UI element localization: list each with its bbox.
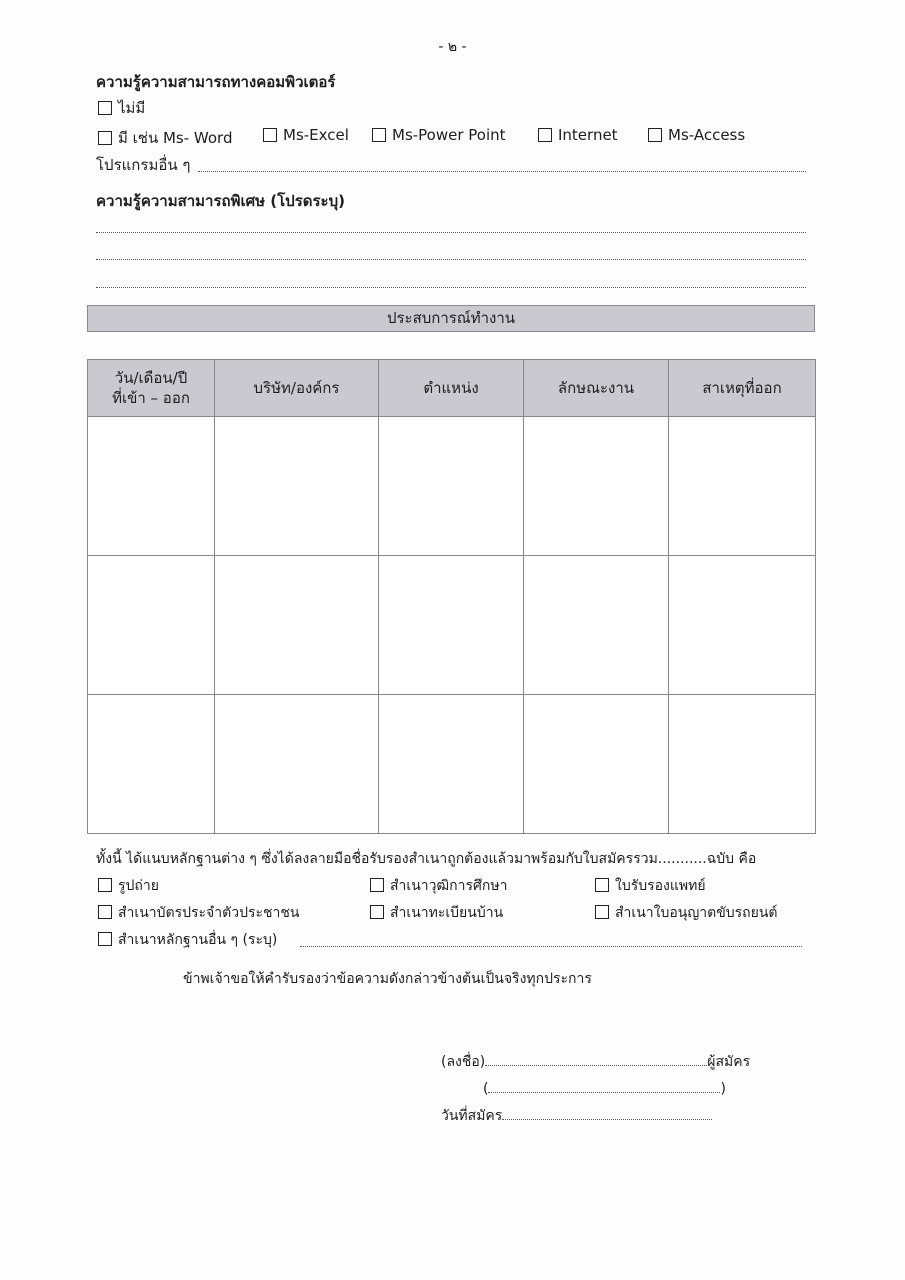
table-row xyxy=(88,556,816,695)
option-ms-word[interactable] xyxy=(98,126,232,150)
attachment-photo[interactable] xyxy=(98,875,159,897)
table-cell[interactable] xyxy=(669,695,816,834)
table-cell[interactable] xyxy=(524,556,669,695)
option-label: รูปถ่าย xyxy=(118,878,159,894)
attachment-driving-license[interactable] xyxy=(595,902,778,924)
sign-label: (ลงชื่อ) xyxy=(441,1054,486,1070)
table-cell[interactable] xyxy=(215,556,379,695)
signature-line xyxy=(441,1051,750,1073)
option-ms-excel[interactable] xyxy=(263,126,349,144)
attachment-education[interactable] xyxy=(370,875,507,897)
table-cell[interactable] xyxy=(215,417,379,556)
table-header-row xyxy=(88,360,816,417)
checkbox-icon[interactable] xyxy=(98,878,112,892)
option-label: ไม่มี xyxy=(118,99,146,117)
option-ms-access[interactable] xyxy=(648,126,745,144)
special-skills-line-3[interactable] xyxy=(96,287,806,288)
checkbox-icon[interactable] xyxy=(98,932,112,946)
attachment-other-field[interactable] xyxy=(300,946,802,947)
other-programs-field[interactable] xyxy=(198,171,806,172)
column-header-dates: วัน/เดือน/ปี ที่เข้า – ออก xyxy=(88,360,215,417)
date-label: วันที่สมัคร xyxy=(441,1108,503,1124)
printed-name-field[interactable] xyxy=(488,1078,720,1093)
option-label: Ms-Access xyxy=(668,126,746,144)
table-cell[interactable] xyxy=(524,417,669,556)
table-row xyxy=(88,695,816,834)
page-number: - ๒ - xyxy=(438,39,467,55)
applicant-label: ผู้สมัคร xyxy=(707,1054,751,1070)
column-header-position: ตำแหน่ง xyxy=(379,360,524,417)
table-cell[interactable] xyxy=(379,417,524,556)
special-skills-line-2[interactable] xyxy=(96,259,806,260)
checkbox-icon[interactable] xyxy=(98,101,112,115)
table-cell[interactable] xyxy=(379,695,524,834)
signature-field[interactable] xyxy=(485,1051,707,1066)
application-date-line xyxy=(441,1105,712,1127)
attachments-intro: ทั้งนี้ ได้แนบหลักฐานต่าง ๆ ซึ่งได้ลงลายมือชื่อรับรองสำเนาถูกต้องแล้วมาพร้อมกับใบสมัครรวม...........ฉบับ คือ xyxy=(96,851,757,867)
option-ms-powerpoint[interactable] xyxy=(372,126,506,144)
checkbox-icon[interactable] xyxy=(370,905,384,919)
option-internet[interactable] xyxy=(538,126,618,144)
option-label: ใบรับรองแพทย์ xyxy=(615,878,706,894)
column-header-reason-leaving: สาเหตุที่ออก xyxy=(669,360,816,417)
table-cell[interactable] xyxy=(215,695,379,834)
attachment-medical[interactable] xyxy=(595,875,706,897)
attachment-id-card[interactable] xyxy=(98,902,299,924)
other-programs-label: โปรแกรมอื่น ๆ xyxy=(96,156,191,174)
table-cell[interactable] xyxy=(669,556,816,695)
column-header-job-description: ลักษณะงาน xyxy=(524,360,669,417)
checkbox-icon[interactable] xyxy=(538,128,552,142)
option-no-computer[interactable] xyxy=(98,96,145,120)
column-header-company: บริษัท/องค์กร xyxy=(215,360,379,417)
table-cell[interactable] xyxy=(669,417,816,556)
checkbox-icon[interactable] xyxy=(98,905,112,919)
option-label: สำเนาหลักฐานอื่น ๆ (ระบุ) xyxy=(118,932,278,948)
application-date-field[interactable] xyxy=(502,1105,712,1120)
option-label: สำเนาบัตรประจำตัวประชาชน xyxy=(118,905,300,921)
table-row xyxy=(88,417,816,556)
attachment-house-registration[interactable] xyxy=(370,902,503,924)
declaration-text: ข้าพเจ้าขอให้คำรับรองว่าข้อความดังกล่าวข้างต้นเป็นจริงทุกประการ xyxy=(183,971,592,987)
attachment-other[interactable] xyxy=(98,929,277,951)
checkbox-icon[interactable] xyxy=(595,905,609,919)
checkbox-icon[interactable] xyxy=(372,128,386,142)
close-paren: ) xyxy=(720,1081,726,1097)
printed-name-line xyxy=(483,1078,726,1097)
special-skills-line-1[interactable] xyxy=(96,232,806,233)
open-paren: ( xyxy=(483,1081,489,1097)
table-cell[interactable] xyxy=(88,417,215,556)
option-label: มี เช่น Ms- Word xyxy=(118,129,233,147)
table-cell[interactable] xyxy=(88,695,215,834)
work-experience-heading: ประสบการณ์ทำงาน xyxy=(87,305,815,332)
computer-skills-heading: ความรู้ความสามารถทางคอมพิวเตอร์ xyxy=(96,73,336,91)
checkbox-icon[interactable] xyxy=(595,878,609,892)
table-cell[interactable] xyxy=(524,695,669,834)
option-label: Ms-Power Point xyxy=(392,126,506,144)
work-experience-table xyxy=(87,359,816,834)
checkbox-icon[interactable] xyxy=(370,878,384,892)
checkbox-icon[interactable] xyxy=(648,128,662,142)
option-label: สำเนาทะเบียนบ้าน xyxy=(390,905,504,921)
option-label: สำเนาใบอนุญาตขับรถยนต์ xyxy=(615,905,778,921)
option-label: Internet xyxy=(558,126,618,144)
special-skills-heading: ความรู้ความสามารถพิเศษ (โปรดระบุ) xyxy=(96,192,345,210)
checkbox-icon[interactable] xyxy=(263,128,277,142)
table-cell[interactable] xyxy=(88,556,215,695)
checkbox-icon[interactable] xyxy=(98,131,112,145)
option-label: สำเนาวุฒิการศึกษา xyxy=(390,878,508,894)
table-cell[interactable] xyxy=(379,556,524,695)
option-label: Ms-Excel xyxy=(283,126,349,144)
